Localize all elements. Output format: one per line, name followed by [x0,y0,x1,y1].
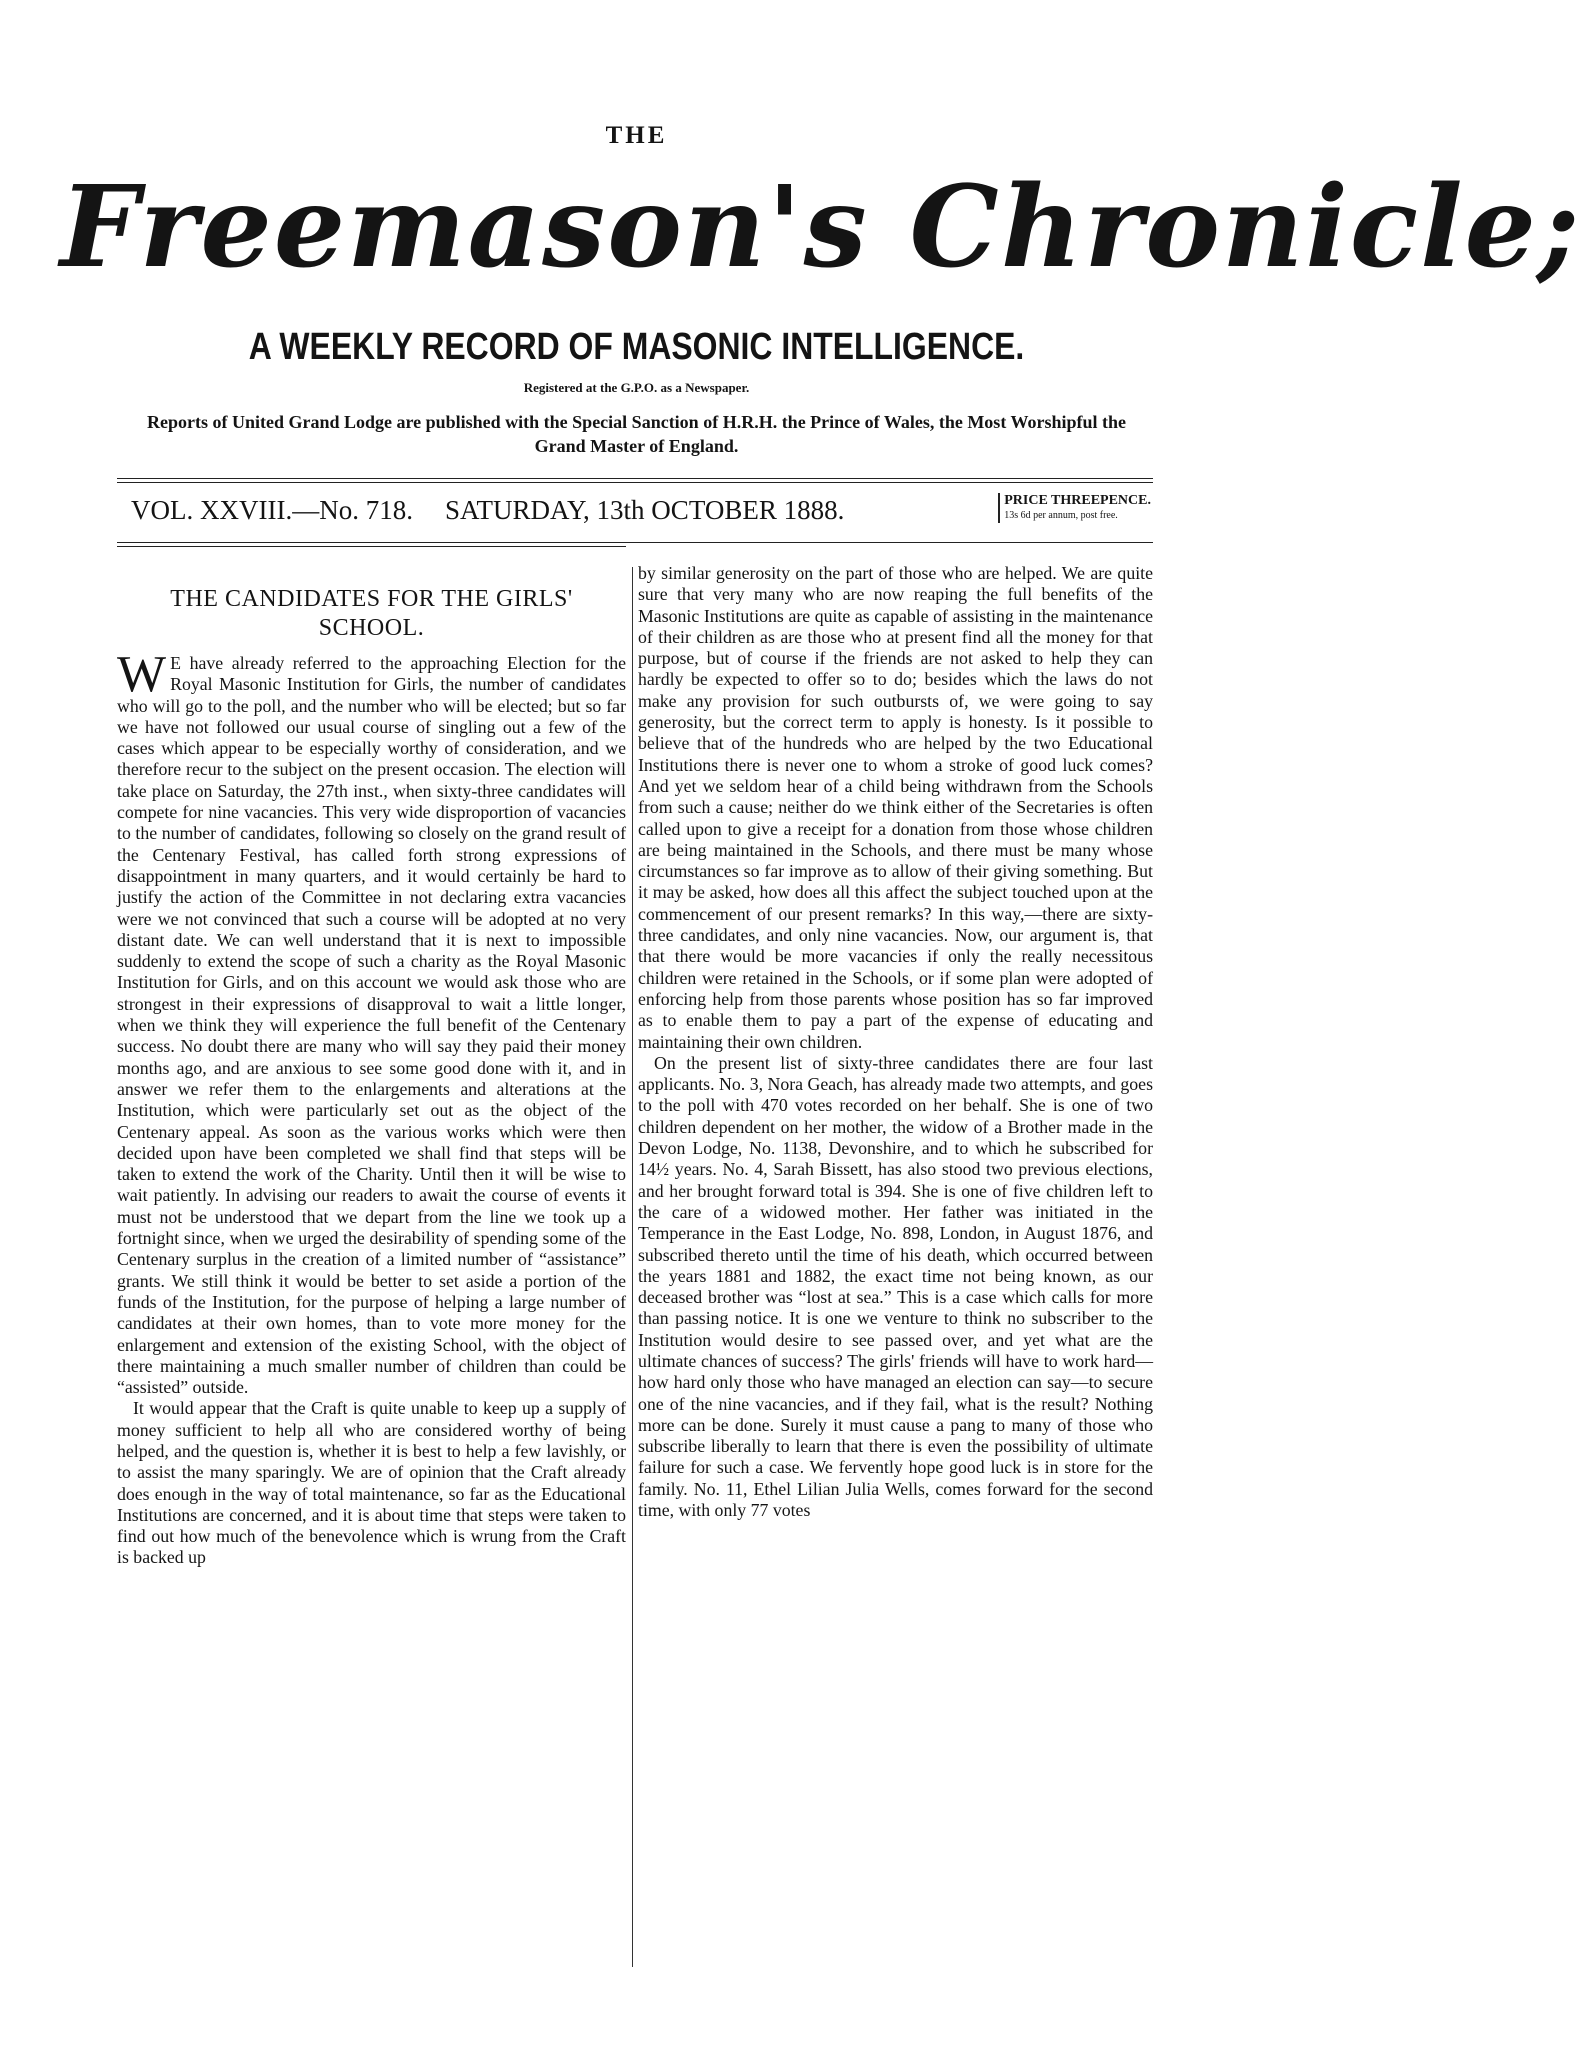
paragraph-text: E have already referred to the approaching Election for the Royal Masonic Institution for Girls, the number of candidates who will go to the poll, and the number who will be elected; but so far we have not followed our usual course of singling out a few of the cases which appear to be especially worthy of consideration, and we therefore recur to the subject on the present occasion. The election will take place on Saturday, the 27th inst., when sixty-three candidates will compete for nine vacancies. This very wide disproportion of vacancies to the number of candidates, following so closely on the grand result of the Centenary Festival, has called forth strong expressions of disappointment in many quarters, and it would certainly be hard to justify the action of the Committee in not declaring extra vacancies were we not convinced that such a course will be adopted at no very distant date. We can well understand that it is next to impossible suddenly to extend the scope of such a charity as the Royal Masonic Institution for Girls, and on this account we would ask those who are strongest in their expressions of disapproval to wait a little longer, when we think they will experience the full benefit of the Centenary success. No doubt there are many who will say they paid their money months ago, and are anxious to see some good done with it, and in answer we refer them to the enlargements and alterations at the Institution, which were particularly set out as the object of the Centenary appeal. As soon as the various works which were then decided upon have been completed we shall find that steps will be taken to extend the work of the Charity. Until then it will be wise to wait patiently. In advising our readers to await the course of events it must not be understood that we depart from the line we took up a fortnight since, when we urged the desirability of spending some of the Centenary surplus in the creation of a limited number of “assistance” grants. We still think it would be better to set aside a portion of the funds of the Institution, for the purpose of helping a large number of candidates at their own homes, than to vote more money for the enlargement and extension of the existing School, with the object of there maintaining a much smaller number of children than could be “assisted” outside. [117,653,626,1398]
masthead-subtitle: A WEEKLY RECORD OF MASONIC INTELLIGENCE. [248,326,1025,368]
registered-note: Registered at the G.P.O. as a Newspaper. [523,380,750,395]
issue-date: SATURDAY, 13th OCTOBER 1888. [445,495,845,525]
article-paragraph: On the present list of sixty-three candidates there are four last applicants. No. 3, Nora Geach, has already made two attempts, and goes to the poll with 470 votes recorded on her behalf. She is one of two children dependent on her mother, the widow of a Brother made in the Devon Lodge, No. 1138, Devonshire, and to which he subscribed for 14½ years. No. 4, Sarah Bissett, has also stood two previous elections, and her brought forward total is 394. She is one of five children left to the care of a widowed mother. Her father was initiated in the Temperance in the East Lodge, No. 898, London, in August 1876, and subscribed thereto until the time of his death, which occurred between the years 1881 and 1882, the exact time not being known, as our deceased brother was “lost at sea.” This is a case which calls for more than passing notice. It is one we venture to think no subscriber to the Institution would desire to see passed over, and yet what are the ultimate chances of success? The girls' friends will have to work hard—how hard only those who have managed an election can say—to secure one of the nine vacancies, and if they fail, what is the result? Nothing more can be done. Surely it must cause a pang to many of those who subscribe liberally to learn that there is even the possibility of ultimate failure for such a case. We fervently hope good luck is in store for the family. No. 11, Ethel Lilian Julia Wells, comes forward for the second time, with only 77 votes [638,1052,1153,1521]
divider-rule [117,542,1153,543]
divider-rule [117,546,626,547]
price-box [998,493,1151,523]
article-column-right [638,563,1153,1521]
divider-rule [117,482,1153,483]
article-title: THE CANDIDATES FOR THE GIRLS' SCHOOL. [170,586,573,641]
article-paragraph: by similar generosity on the part of those who are helped. We are quite sure that very many who are now reaping the full benefits of the Masonic Institutions are quite as capable of assisting in the maintenance of their children as are those who at present find all the money for that purpose, but of course if the friends are not asked to help they can hardly be expected to offer so to do; besides which the laws do not make any provision for such outbursts of, we were going to say generosity, but the correct term to apply is honesty. Is it possible to believe that of the hundreds who are helped by the two Educational Institutions there is never one to whom a stroke of good luck comes? And yet we seldom hear of a child being withdrawn from the Schools from such a cause; neither do we think either of the Secretaries is often called upon to give a receipt for a donation from those whose children are being maintained in the Schools, and there must be many whose circumstances so far improve as to allow of their giving something. But it may be asked, how does all this affect the subject touched upon at the commencement of our present remarks? In this way,—there are sixty-three candidates, and only nine vacancies. Now, our argument is, that that there would be more vacancies if only the really necessitous children were retained in the Schools, or if some plan were adopted of enforcing help from those parents whose position has so far improved as to enable them to pay a part of the expense of educating and maintaining their own children. [638,563,1153,1052]
masthead-the: THE [605,122,668,149]
article-column-left [117,563,626,1569]
article-paragraph [117,646,626,1398]
divider-rule [117,478,1153,479]
column-divider [632,567,633,1967]
price-label: PRICE THREEPENCE. [1004,493,1151,508]
reports-note: Reports of United Grand Lodge are published with the Special Sanction of H.R.H. the Prince of Wales, the Most Worshipful the Grand Master of England. [146,412,1127,456]
dateline [117,493,1153,533]
masthead-title: Freemason's Chronicle; [60,162,1581,293]
volume-number: VOL. XXVIII.—No. 718. [131,495,413,525]
price-subscription: 13s 6d per annum, post free. [1004,510,1118,521]
article-paragraph: It would appear that the Craft is quite unable to keep up a supply of money sufficient to help all who are considered worthy of being helped, and the question is, whether it is best to help a few lavishly, or to assist the many sparingly. We are of opinion that the Craft already does enough in the way of total maintenance, so far as the Educational Institutions are concerned, and it is about time that steps were taken to find out how much of the benevolence which is wrung from the Craft is backed up [117,1398,626,1568]
drop-cap: W [117,646,167,703]
